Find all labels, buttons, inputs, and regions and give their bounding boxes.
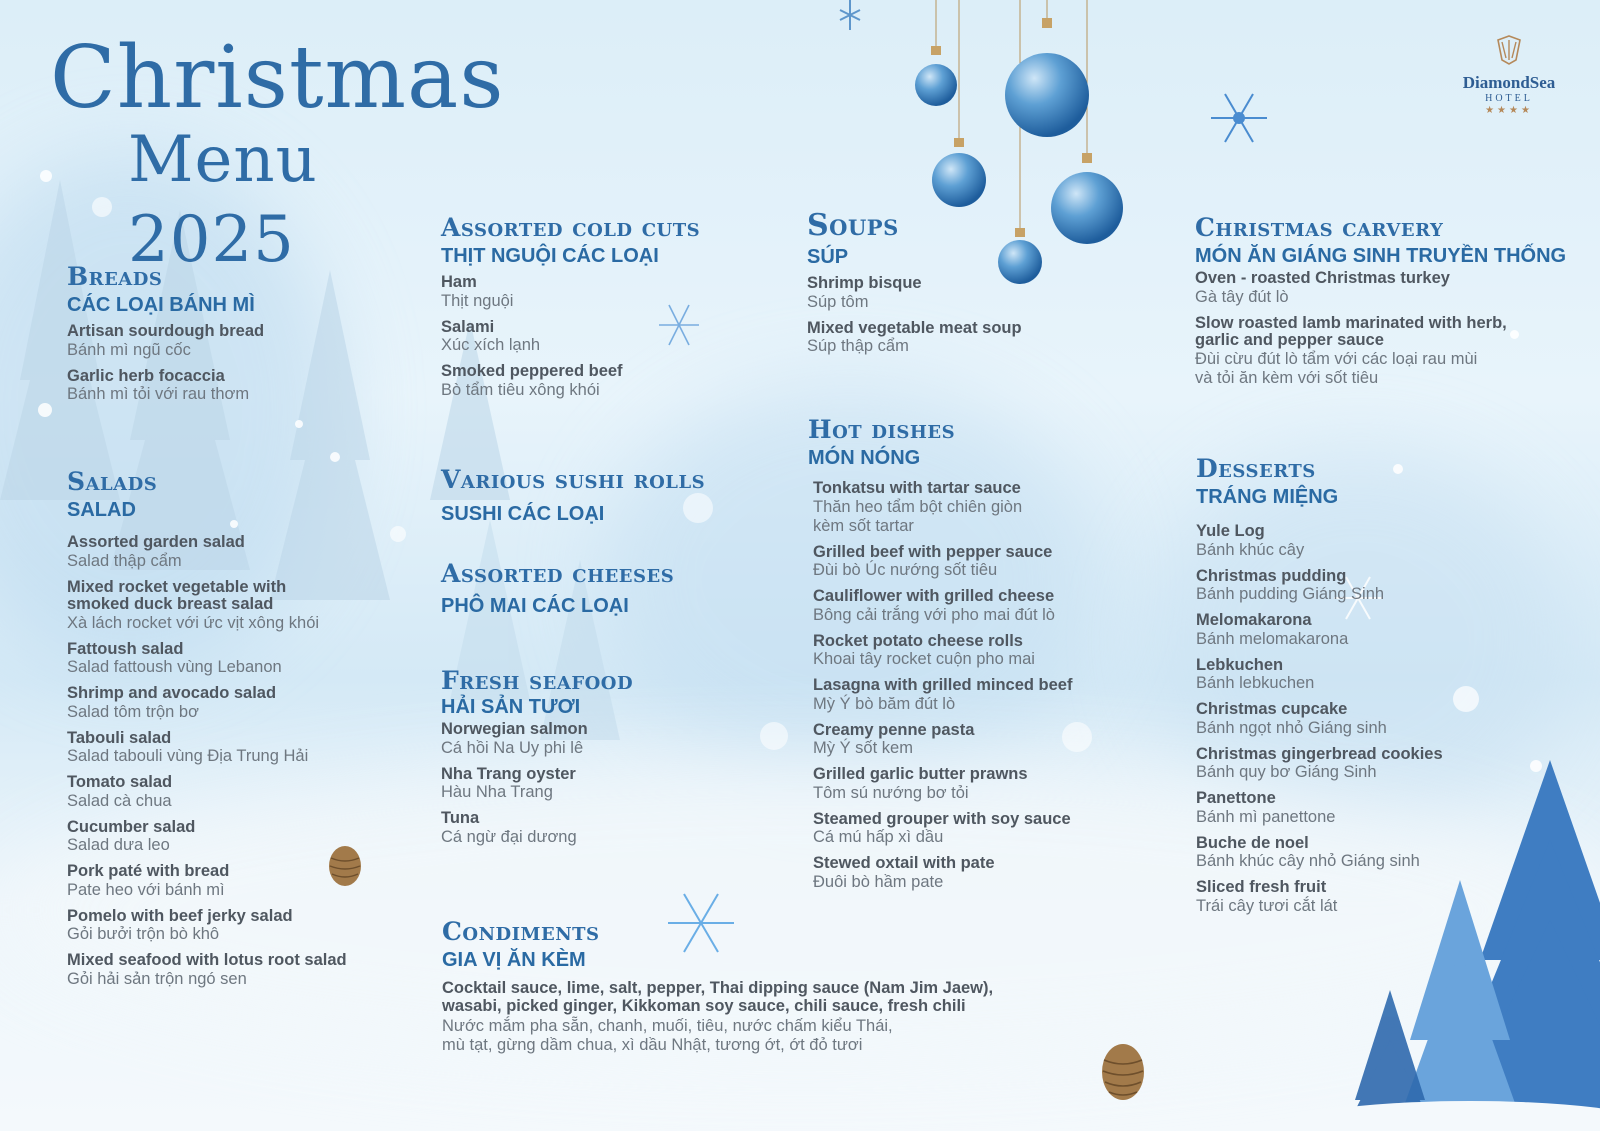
item-name-vi: Bánh pudding Giáng Sinh bbox=[1196, 585, 1385, 603]
menu-item bbox=[807, 275, 1127, 312]
item-name-en: Lebkuchen bbox=[1196, 655, 1284, 674]
item-name-en: Tonkatsu with tartar sauce bbox=[813, 479, 1021, 497]
condiments-list-vi: Nước mắm pha sẵn, chanh, muối, tiêu, nước chấm kiểu Thái, mù tạt, gừng dầm chua, xì dầu Nhật, tương ớt, ớt đỏ tươi bbox=[442, 1017, 893, 1054]
item-name-vi: Đùi bò Úc nướng sốt tiêu bbox=[813, 561, 998, 579]
item-name-vi: Tôm sú nướng bơ tỏi bbox=[813, 783, 969, 802]
item-name-en: Shrimp and avocado salad bbox=[67, 684, 277, 702]
item-name-vi: Xúc xích lạnh bbox=[441, 336, 541, 354]
section-subtitle: CÁC LOẠI BÁNH MÌ bbox=[67, 294, 255, 316]
menu-item bbox=[1196, 701, 1526, 738]
snow-dot bbox=[38, 403, 52, 417]
item-name-en: Panettone bbox=[1196, 789, 1276, 807]
item-name-vi: Gà tây đút lò bbox=[1195, 287, 1289, 306]
item-name-vi: Gỏi hải sản trộn ngó sen bbox=[67, 969, 247, 988]
menu-item bbox=[67, 730, 407, 767]
item-name-en: Smoked peppered beef bbox=[441, 362, 623, 380]
item-name-vi: Đuôi bò hầm pate bbox=[813, 872, 944, 891]
hotel-logo bbox=[1444, 32, 1574, 117]
item-name-en: Nha Trang oyster bbox=[441, 764, 576, 783]
section-subtitle: HẢI SẢN TƯƠI bbox=[441, 696, 581, 718]
item-name-en: Sliced fresh fruit bbox=[1196, 878, 1327, 896]
menu-item bbox=[1196, 790, 1526, 827]
item-name-en: Grilled garlic butter prawns bbox=[813, 765, 1028, 783]
section-cold-cuts bbox=[441, 214, 761, 408]
item-name-en: Christmas gingerbread cookies bbox=[1196, 744, 1443, 763]
section-seafood bbox=[441, 667, 761, 855]
menu-item bbox=[813, 811, 1138, 848]
hotel-label: HOTEL bbox=[1485, 93, 1533, 104]
item-name-en: Oven - roasted Christmas turkey bbox=[1195, 269, 1450, 287]
menu-item bbox=[1196, 523, 1526, 560]
section-subtitle: GIA VỊ ĂN KÈM bbox=[442, 949, 586, 971]
item-name-en: Artisan sourdough bread bbox=[67, 322, 265, 340]
section-title: Salads bbox=[67, 467, 158, 496]
section-title: Fresh seafood bbox=[441, 666, 634, 695]
menu-item bbox=[441, 721, 761, 758]
menu-item bbox=[67, 774, 407, 811]
item-name-en: Melomakarona bbox=[1196, 611, 1312, 629]
item-name-vi: Mỳ Ý sốt kem bbox=[813, 739, 913, 757]
section-subtitle: MÓN ĂN GIÁNG SINH TRUYỀN THỐNG bbox=[1195, 245, 1567, 267]
item-name-en: Tabouli salad bbox=[67, 728, 172, 747]
item-name-en: Christmas cupcake bbox=[1196, 700, 1348, 718]
section-title: Various sushi rolls bbox=[441, 465, 706, 494]
item-name-en: Grilled beef with pepper sauce bbox=[813, 542, 1053, 561]
title-line-2: Menu 2025 bbox=[128, 123, 318, 277]
section-title: Breads bbox=[67, 262, 163, 291]
item-name-vi: Salad fattoush vùng Lebanon bbox=[67, 658, 282, 676]
item-name-vi: Bò tẩm tiêu xông khói bbox=[441, 380, 600, 399]
item-name-vi: Khoai tây rocket cuộn pho mai bbox=[813, 650, 1035, 668]
item-name-vi: Gỏi bưởi trộn bò khô bbox=[67, 925, 220, 943]
snow-dot bbox=[92, 197, 112, 217]
item-name-vi: Pate heo với bánh mì bbox=[67, 880, 225, 899]
item-name-vi: Salad dưa leo bbox=[67, 836, 170, 854]
menu-item bbox=[67, 641, 407, 678]
section-cheeses bbox=[441, 560, 761, 624]
menu-item bbox=[1196, 612, 1526, 649]
hotel-name: DiamondSea bbox=[1462, 73, 1556, 92]
menu-item bbox=[1196, 657, 1526, 694]
section-title: Desserts bbox=[1196, 454, 1316, 483]
item-name-en: Rocket potato cheese rolls bbox=[813, 631, 1023, 650]
item-name-vi: Đùi cừu đút lò tẩm với các loại rau mùi và tỏi ăn kèm với sốt tiêu bbox=[1195, 349, 1478, 387]
section-subtitle: THỊT NGUỘI CÁC LOẠI bbox=[441, 245, 659, 267]
menu-item bbox=[1195, 270, 1585, 307]
item-name-en: Norwegian salmon bbox=[441, 720, 588, 738]
item-name-vi: Cá mú hấp xì dầu bbox=[813, 828, 944, 846]
menu-item bbox=[1196, 835, 1526, 872]
item-name-vi: Cá hồi Na Uy phi lê bbox=[441, 738, 584, 757]
item-name-vi: Súp thập cẩm bbox=[807, 337, 909, 355]
item-name-en: Stewed oxtail with pate bbox=[813, 854, 995, 872]
menu-item bbox=[67, 863, 407, 900]
item-name-vi: Bánh khúc cây bbox=[1196, 540, 1305, 559]
menu-item bbox=[441, 810, 761, 847]
item-name-en: Steamed grouper with soy sauce bbox=[813, 809, 1071, 828]
section-subtitle: SÚP bbox=[807, 246, 849, 268]
item-name-vi: Mỳ Ý bò băm đút lò bbox=[813, 694, 956, 713]
section-subtitle: PHÔ MAI CÁC LOẠI bbox=[441, 595, 629, 617]
item-name-en: Garlic herb focaccia bbox=[67, 366, 225, 385]
item-name-vi: Bánh ngọt nhỏ Giáng sinh bbox=[1196, 718, 1387, 737]
section-breads bbox=[67, 263, 397, 412]
section-salads bbox=[67, 468, 407, 997]
item-name-vi: Cá ngừ đại dương bbox=[441, 827, 577, 846]
menu-item bbox=[813, 544, 1138, 581]
item-name-en: Buche de noel bbox=[1196, 833, 1309, 852]
section-condiments bbox=[442, 918, 1122, 1055]
item-name-vi: Salad thập cẩm bbox=[67, 551, 182, 570]
section-subtitle: SALAD bbox=[67, 499, 136, 521]
section-hot-dishes bbox=[808, 416, 1138, 900]
item-name-en: Cucumber salad bbox=[67, 817, 196, 836]
item-name-en: Cauliflower with grilled cheese bbox=[813, 587, 1055, 605]
item-name-en: Ham bbox=[441, 273, 477, 291]
item-name-vi: Thăn heo tẩm bột chiên giòn kèm sốt tartar bbox=[813, 497, 1023, 535]
section-subtitle: TRÁNG MIỆNG bbox=[1196, 486, 1339, 508]
menu-item bbox=[441, 319, 761, 356]
item-name-vi: Hàu Nha Trang bbox=[441, 783, 553, 801]
item-name-vi: Bánh khúc cây nhỏ Giáng sinh bbox=[1196, 852, 1420, 870]
section-carvery bbox=[1195, 214, 1585, 396]
item-name-vi: Bông cải trắng với pho mai đút lò bbox=[813, 605, 1055, 624]
diamond-logo-icon bbox=[1492, 32, 1526, 66]
item-name-vi: Súp tôm bbox=[807, 292, 869, 311]
menu-item bbox=[441, 363, 761, 400]
item-name-en: Tuna bbox=[441, 809, 480, 827]
item-name-vi: Bánh mì ngũ cốc bbox=[67, 340, 191, 359]
snow-dot bbox=[760, 722, 788, 750]
menu-item bbox=[813, 677, 1138, 714]
item-name-vi: Salad tabouli vùng Địa Trung Hải bbox=[67, 747, 309, 765]
menu-item bbox=[813, 855, 1138, 892]
section-title: Assorted cold cuts bbox=[441, 213, 701, 242]
menu-item bbox=[67, 534, 407, 571]
menu-item bbox=[813, 588, 1138, 625]
item-name-en: Fattoush salad bbox=[67, 639, 184, 658]
snowflake-icon bbox=[1207, 86, 1271, 150]
section-title: Hot dishes bbox=[808, 415, 956, 444]
snow-dot bbox=[295, 420, 303, 428]
snow-dot bbox=[330, 452, 340, 462]
menu-item bbox=[67, 685, 407, 722]
item-name-en: Mixed vegetable meat soup bbox=[807, 318, 1022, 337]
item-name-en: Lasagna with grilled minced beef bbox=[813, 676, 1073, 694]
section-title: Assorted cheeses bbox=[441, 559, 675, 588]
section-sushi bbox=[441, 466, 761, 532]
item-name-vi: Salad tôm trộn bơ bbox=[67, 702, 199, 721]
item-name-en: Shrimp bisque bbox=[807, 274, 922, 292]
menu-item bbox=[67, 579, 407, 633]
menu-item bbox=[1195, 315, 1585, 388]
section-soups bbox=[807, 209, 1127, 364]
item-name-en: Creamy penne pasta bbox=[813, 720, 975, 739]
item-name-vi: Salad cà chua bbox=[67, 791, 172, 810]
condiments-list-en: Cocktail sauce, lime, salt, pepper, Thai dipping sauce (Nam Jim Jaew), wasabi, picked ginger, Kikkoman soy sauce, chili sauce, fresh chili bbox=[442, 979, 994, 1015]
menu-item bbox=[67, 323, 397, 360]
menu-item bbox=[67, 952, 407, 989]
item-name-vi: Bánh mì panettone bbox=[1196, 807, 1336, 826]
item-name-vi: Xà lách rocket với ức vịt xông khói bbox=[67, 613, 320, 632]
section-title: Condiments bbox=[442, 917, 600, 946]
item-name-en: Assorted garden salad bbox=[67, 533, 245, 551]
menu-item bbox=[807, 320, 1127, 357]
item-name-vi: Trái cây tươi cắt lát bbox=[1196, 896, 1338, 915]
menu-item bbox=[813, 766, 1138, 803]
menu-item bbox=[813, 722, 1138, 759]
section-title: Christmas carvery bbox=[1195, 213, 1444, 242]
item-name-en: Mixed seafood with lotus root salad bbox=[67, 951, 347, 969]
menu-item bbox=[441, 766, 761, 803]
menu-item bbox=[1196, 568, 1526, 605]
item-name-vi: Bánh mì tỏi với rau thơm bbox=[67, 385, 250, 403]
menu-item bbox=[67, 368, 397, 405]
section-subtitle: MÓN NÓNG bbox=[808, 447, 921, 469]
item-name-en: Tomato salad bbox=[67, 773, 173, 791]
menu-item bbox=[67, 819, 407, 856]
title-line-1: Christmas bbox=[50, 28, 505, 128]
section-title: Soups bbox=[807, 208, 899, 243]
item-name-en: Mixed rocket vegetable with smoked duck breast salad bbox=[67, 577, 287, 613]
item-name-en: Pomelo with beef jerky salad bbox=[67, 906, 293, 925]
item-name-vi: Bánh melomakarona bbox=[1196, 629, 1349, 648]
item-name-vi: Bánh quy bơ Giáng Sinh bbox=[1196, 763, 1377, 781]
menu-item bbox=[1196, 879, 1526, 916]
item-name-en: Christmas pudding bbox=[1196, 566, 1347, 585]
menu-item bbox=[813, 633, 1138, 670]
hotel-stars: ★★★★ bbox=[1485, 105, 1533, 116]
section-desserts bbox=[1196, 455, 1526, 924]
section-subtitle: SUSHI CÁC LOẠI bbox=[441, 503, 605, 525]
menu-item bbox=[1196, 746, 1526, 783]
item-name-vi: Bánh lebkuchen bbox=[1196, 674, 1315, 692]
item-name-vi: Thịt nguội bbox=[441, 291, 514, 310]
item-name-en: Yule Log bbox=[1196, 522, 1265, 540]
item-name-en: Pork paté with bread bbox=[67, 862, 230, 880]
menu-item bbox=[813, 480, 1138, 536]
item-name-en: Slow roasted lamb marinated with herb, garlic and pepper sauce bbox=[1195, 313, 1507, 349]
item-name-en: Salami bbox=[441, 317, 495, 336]
menu-item bbox=[441, 274, 761, 311]
menu-item bbox=[67, 908, 407, 945]
